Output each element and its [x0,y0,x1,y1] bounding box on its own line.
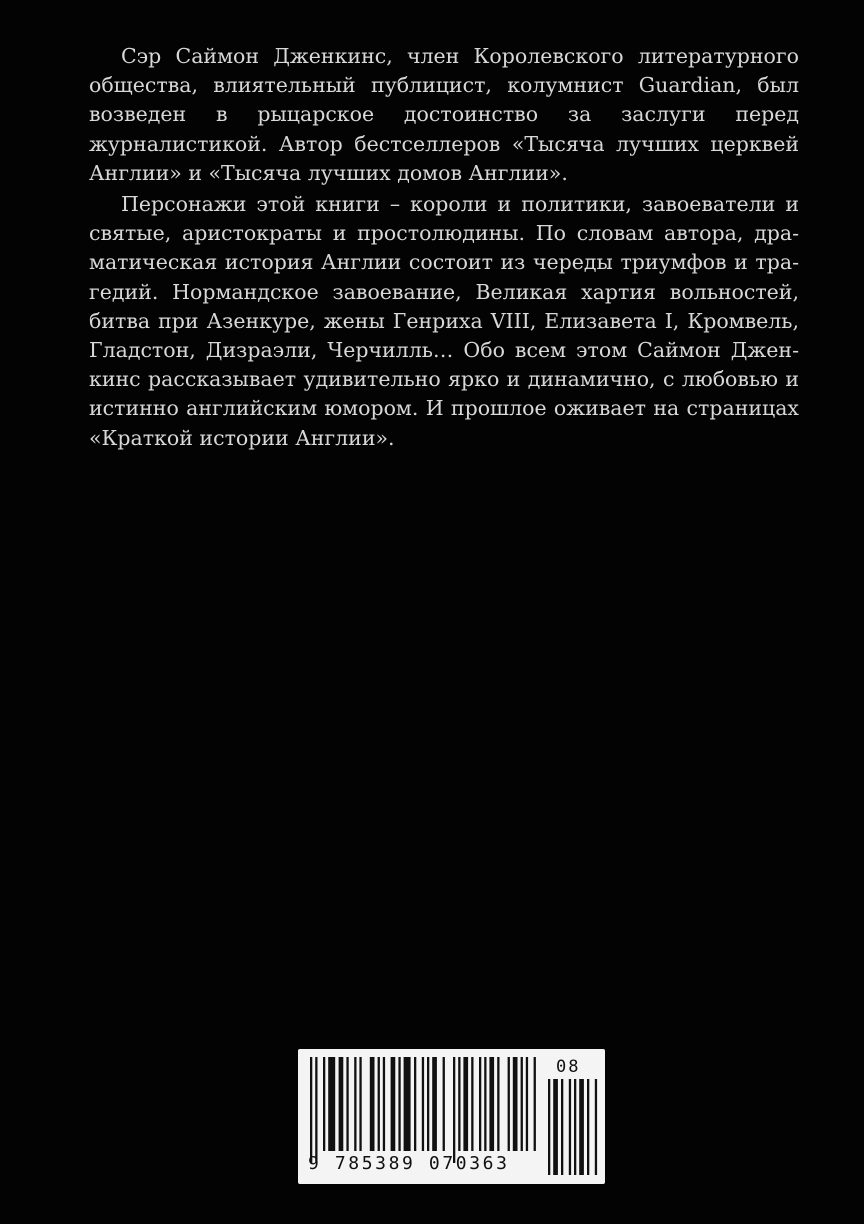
addon-bar [574,1079,576,1175]
barcode-bar [414,1057,416,1151]
barcode-bar [427,1057,429,1151]
barcode-bar [453,1057,455,1163]
barcode-bar [391,1057,396,1151]
barcode-bar [458,1057,460,1151]
barcode-bar [328,1057,335,1151]
addon-bar [595,1079,597,1175]
barcode-bar [489,1057,494,1151]
barcode-bar [378,1057,380,1151]
isbn-number: 9 785389 070363 [308,1153,510,1174]
barcode-bar [354,1057,356,1151]
barcode-bar [443,1057,445,1151]
barcode-bar [432,1057,437,1151]
barcode-bar [513,1057,518,1151]
cover-description [89,42,799,453]
addon-bar [561,1079,563,1175]
barcode-bar [346,1057,348,1151]
barcode-bar [339,1057,344,1151]
author-bio-paragraph: Сэр Саймон Дженкинс, член Королевского литературного общества, влиятельный публицист, колумнист Guardian, был возведен в рыцарское достоинство за заслуги перед журналистикой. Автор бестселлеров «Тысяча лучших церквей Англии» и «Тысяча лучших домов Англии». [89,44,799,185]
barcode-bar [398,1057,400,1151]
barcode-bar [508,1057,510,1151]
barcode-bar [359,1057,361,1151]
barcode-bar [526,1057,528,1151]
isbn-barcode [298,1049,605,1184]
barcode-bar [422,1057,424,1151]
addon-bar [569,1079,571,1175]
barcode-bar [479,1057,481,1151]
barcode-bar [497,1057,499,1151]
barcode-bar [315,1057,317,1163]
barcode-bar [534,1057,536,1151]
barcode-bar [310,1057,312,1163]
barcode-bar [471,1057,473,1151]
barcode-bar [484,1057,486,1151]
barcode-bar [383,1057,385,1151]
addon-bar [587,1079,589,1175]
barcode-bar [370,1057,375,1151]
barcode-bar [323,1057,325,1151]
barcode-bar [404,1057,411,1151]
addon-number: 08 [556,1057,581,1077]
addon-bar [553,1079,558,1175]
book-summary-paragraph: Персонажи этой книги – короли и политики, завоеватели и святые, аристократы и простолюдины. По словам автора, драматическая история Англии состоит из череды триумфов и трагедий. Нормандское завоевание, Великая хартия вольностей, битва при Азенкуре, жены Генриха VIII, Елизавета I, Кромвель, Гладстон, Дизраэли, Черчилль… Обо всем этом Саймон Дженкинс рассказывает удивительно ярко и динамично, с любовью и истинно английским юмором. И прошлое оживает на страницах «Краткой истории Англии». [89,192,799,450]
addon-bar [579,1079,584,1175]
addon-bar [548,1079,550,1175]
barcode-bar [463,1057,468,1151]
barcode-bar [521,1057,523,1151]
